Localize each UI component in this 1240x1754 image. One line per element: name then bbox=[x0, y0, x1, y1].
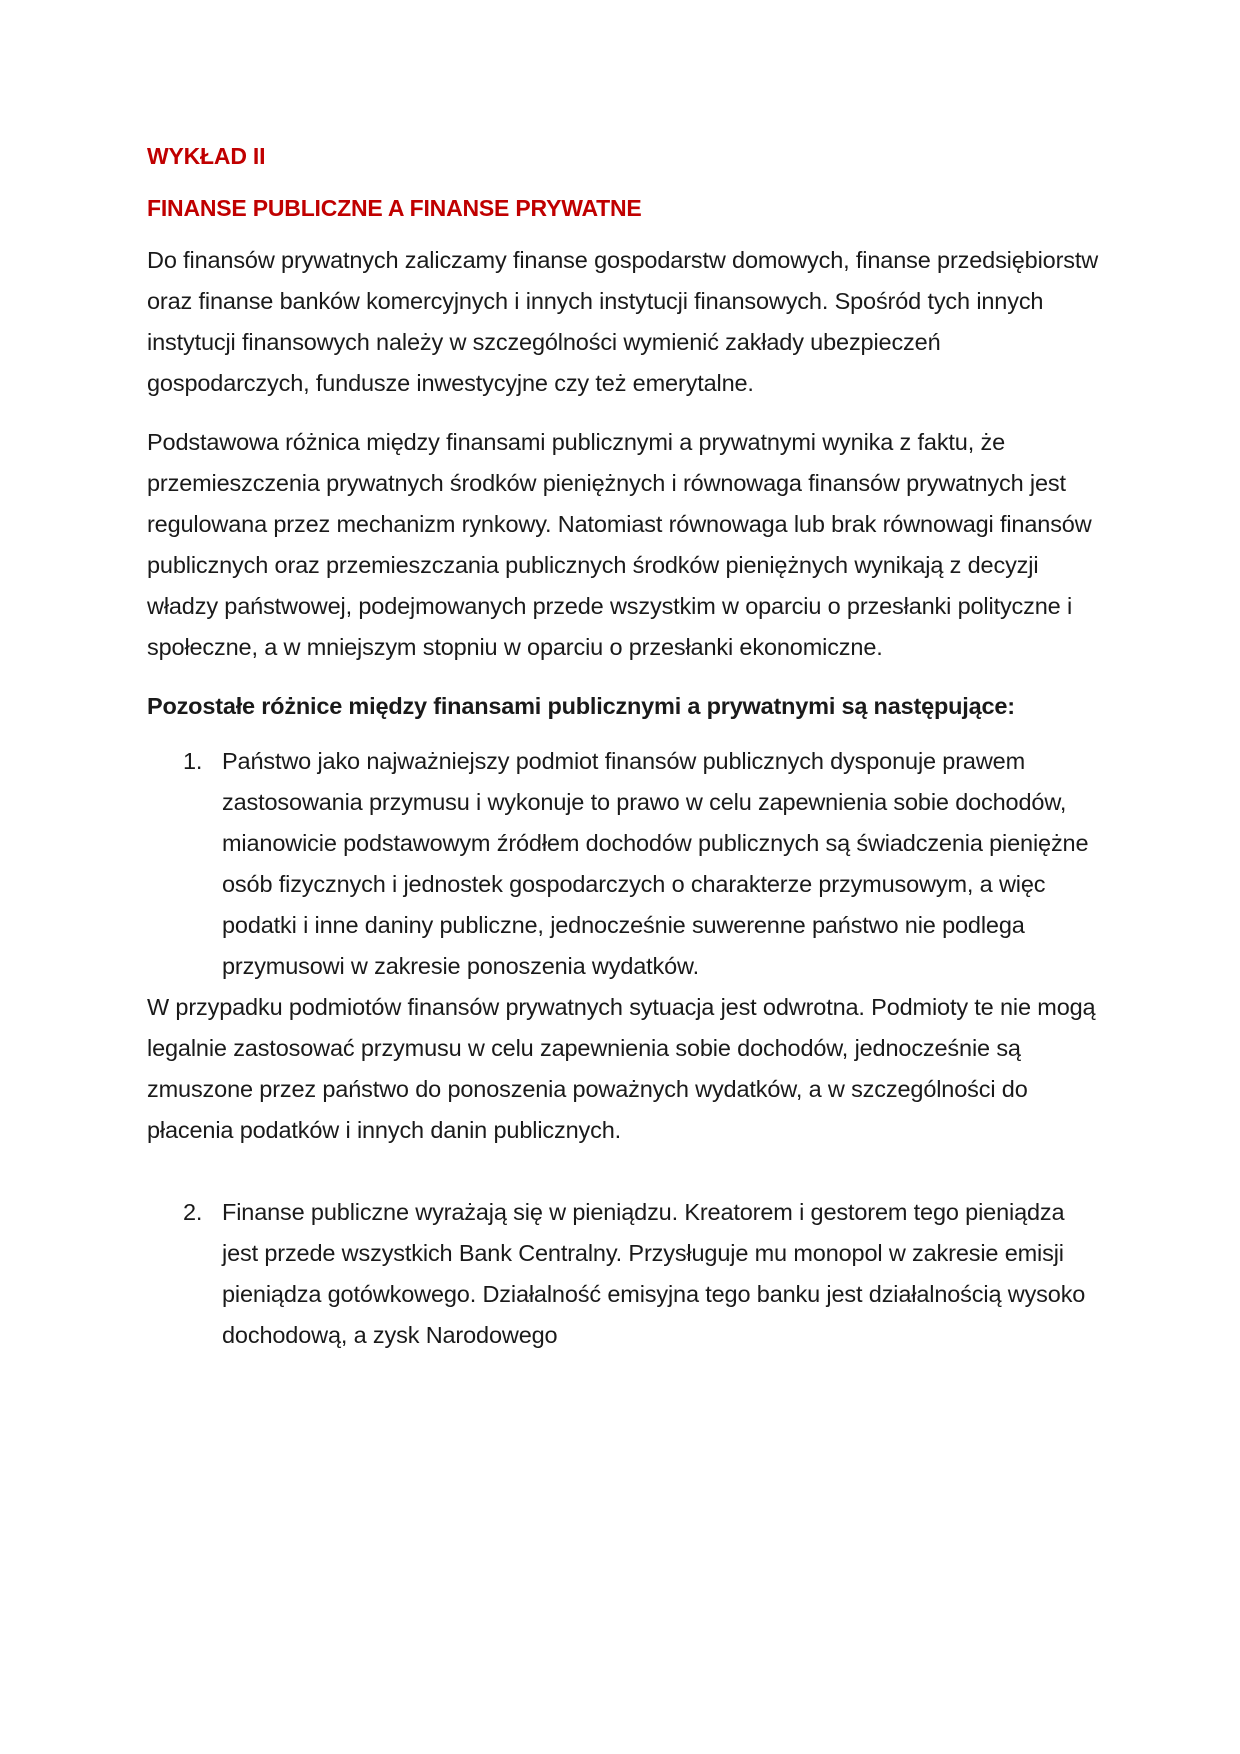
differences-list bbox=[147, 741, 1102, 987]
section-title: FINANSE PUBLICZNE A FINANSE PRYWATNE bbox=[147, 195, 642, 221]
spacer bbox=[147, 1151, 1102, 1192]
lecture-title: WYKŁAD II bbox=[147, 143, 266, 169]
other-differences-intro: Pozostałe różnice między finansami publicznymi a prywatnymi są następujące: bbox=[147, 693, 1015, 719]
list-item-number: 1. bbox=[183, 748, 203, 774]
list-item bbox=[147, 741, 1102, 987]
list-item-text: Państwo jako najważniejszy podmiot finansów publicznych dysponuje prawem zastosowania przymusu i wykonuje to prawo w celu zapewnienia sobie dochodów, mianowicie podstawowym źródłem dochodów publicznych są świadczenia pieniężne osób fizycznych i jednostek gospodarczych o charakterze przymusowym, a więc podatki i inne daniny publiczne, jednocześnie suwerenne państwo nie podlega przymusowi w zakresie ponoszenia wydatków. bbox=[222, 748, 1089, 979]
differences-list-continued bbox=[147, 1192, 1102, 1356]
paragraph-private-finance: Do finansów prywatnych zaliczamy finanse gospodarstw domowych, finanse przedsiębiorstw oraz finanse banków komercyjnych i innych instytucji finansowych. Spośród tych innych instytucji finansowych należy w szczególności wymienić zakłady ubezpieczeń gospodarczych, fundusze inwestycyjne czy też emerytalne. bbox=[147, 247, 1099, 396]
list-item-text: Finanse publiczne wyrażają się w pieniądzu. Kreatorem i gestorem tego pieniądza jest przede wszystkich Bank Centralny. Przysługuje mu monopol w zakresie emisji pieniądza gotówkowego. Działalność emisyjna tego banku jest działalnością wysoko dochodową, a zysk Narodowego bbox=[222, 1199, 1086, 1348]
list-item-number: 2. bbox=[183, 1199, 203, 1225]
paragraph-private-entities: W przypadku podmiotów finansów prywatnych sytuacja jest odwrotna. Podmioty te nie mogą legalnie zastosować przymusu w celu zapewnienia sobie dochodów, jednocześnie są zmuszone przez państwo do ponoszenia poważnych wydatków, a w szczególności do płacenia podatków i innych danin publicznych. bbox=[147, 994, 1096, 1143]
paragraph-basic-difference: Podstawowa różnica między finansami publicznymi a prywatnymi wynika z faktu, że przemieszczenia prywatnych środków pieniężnych i równowaga finansów prywatnych jest regulowana przez mechanizm rynkowy. Natomiast równowaga lub brak równowagi finansów publicznych oraz przemieszczania publicznych środków pieniężnych wynikają z decyzji władzy państwowej, podejmowanych przede wszystkim w oparciu o przesłanki polityczne i społeczne, a w mniejszym stopniu w oparciu o przesłanki ekonomiczne. bbox=[147, 429, 1092, 660]
list-item bbox=[147, 1192, 1102, 1356]
document-page bbox=[147, 140, 1102, 1356]
